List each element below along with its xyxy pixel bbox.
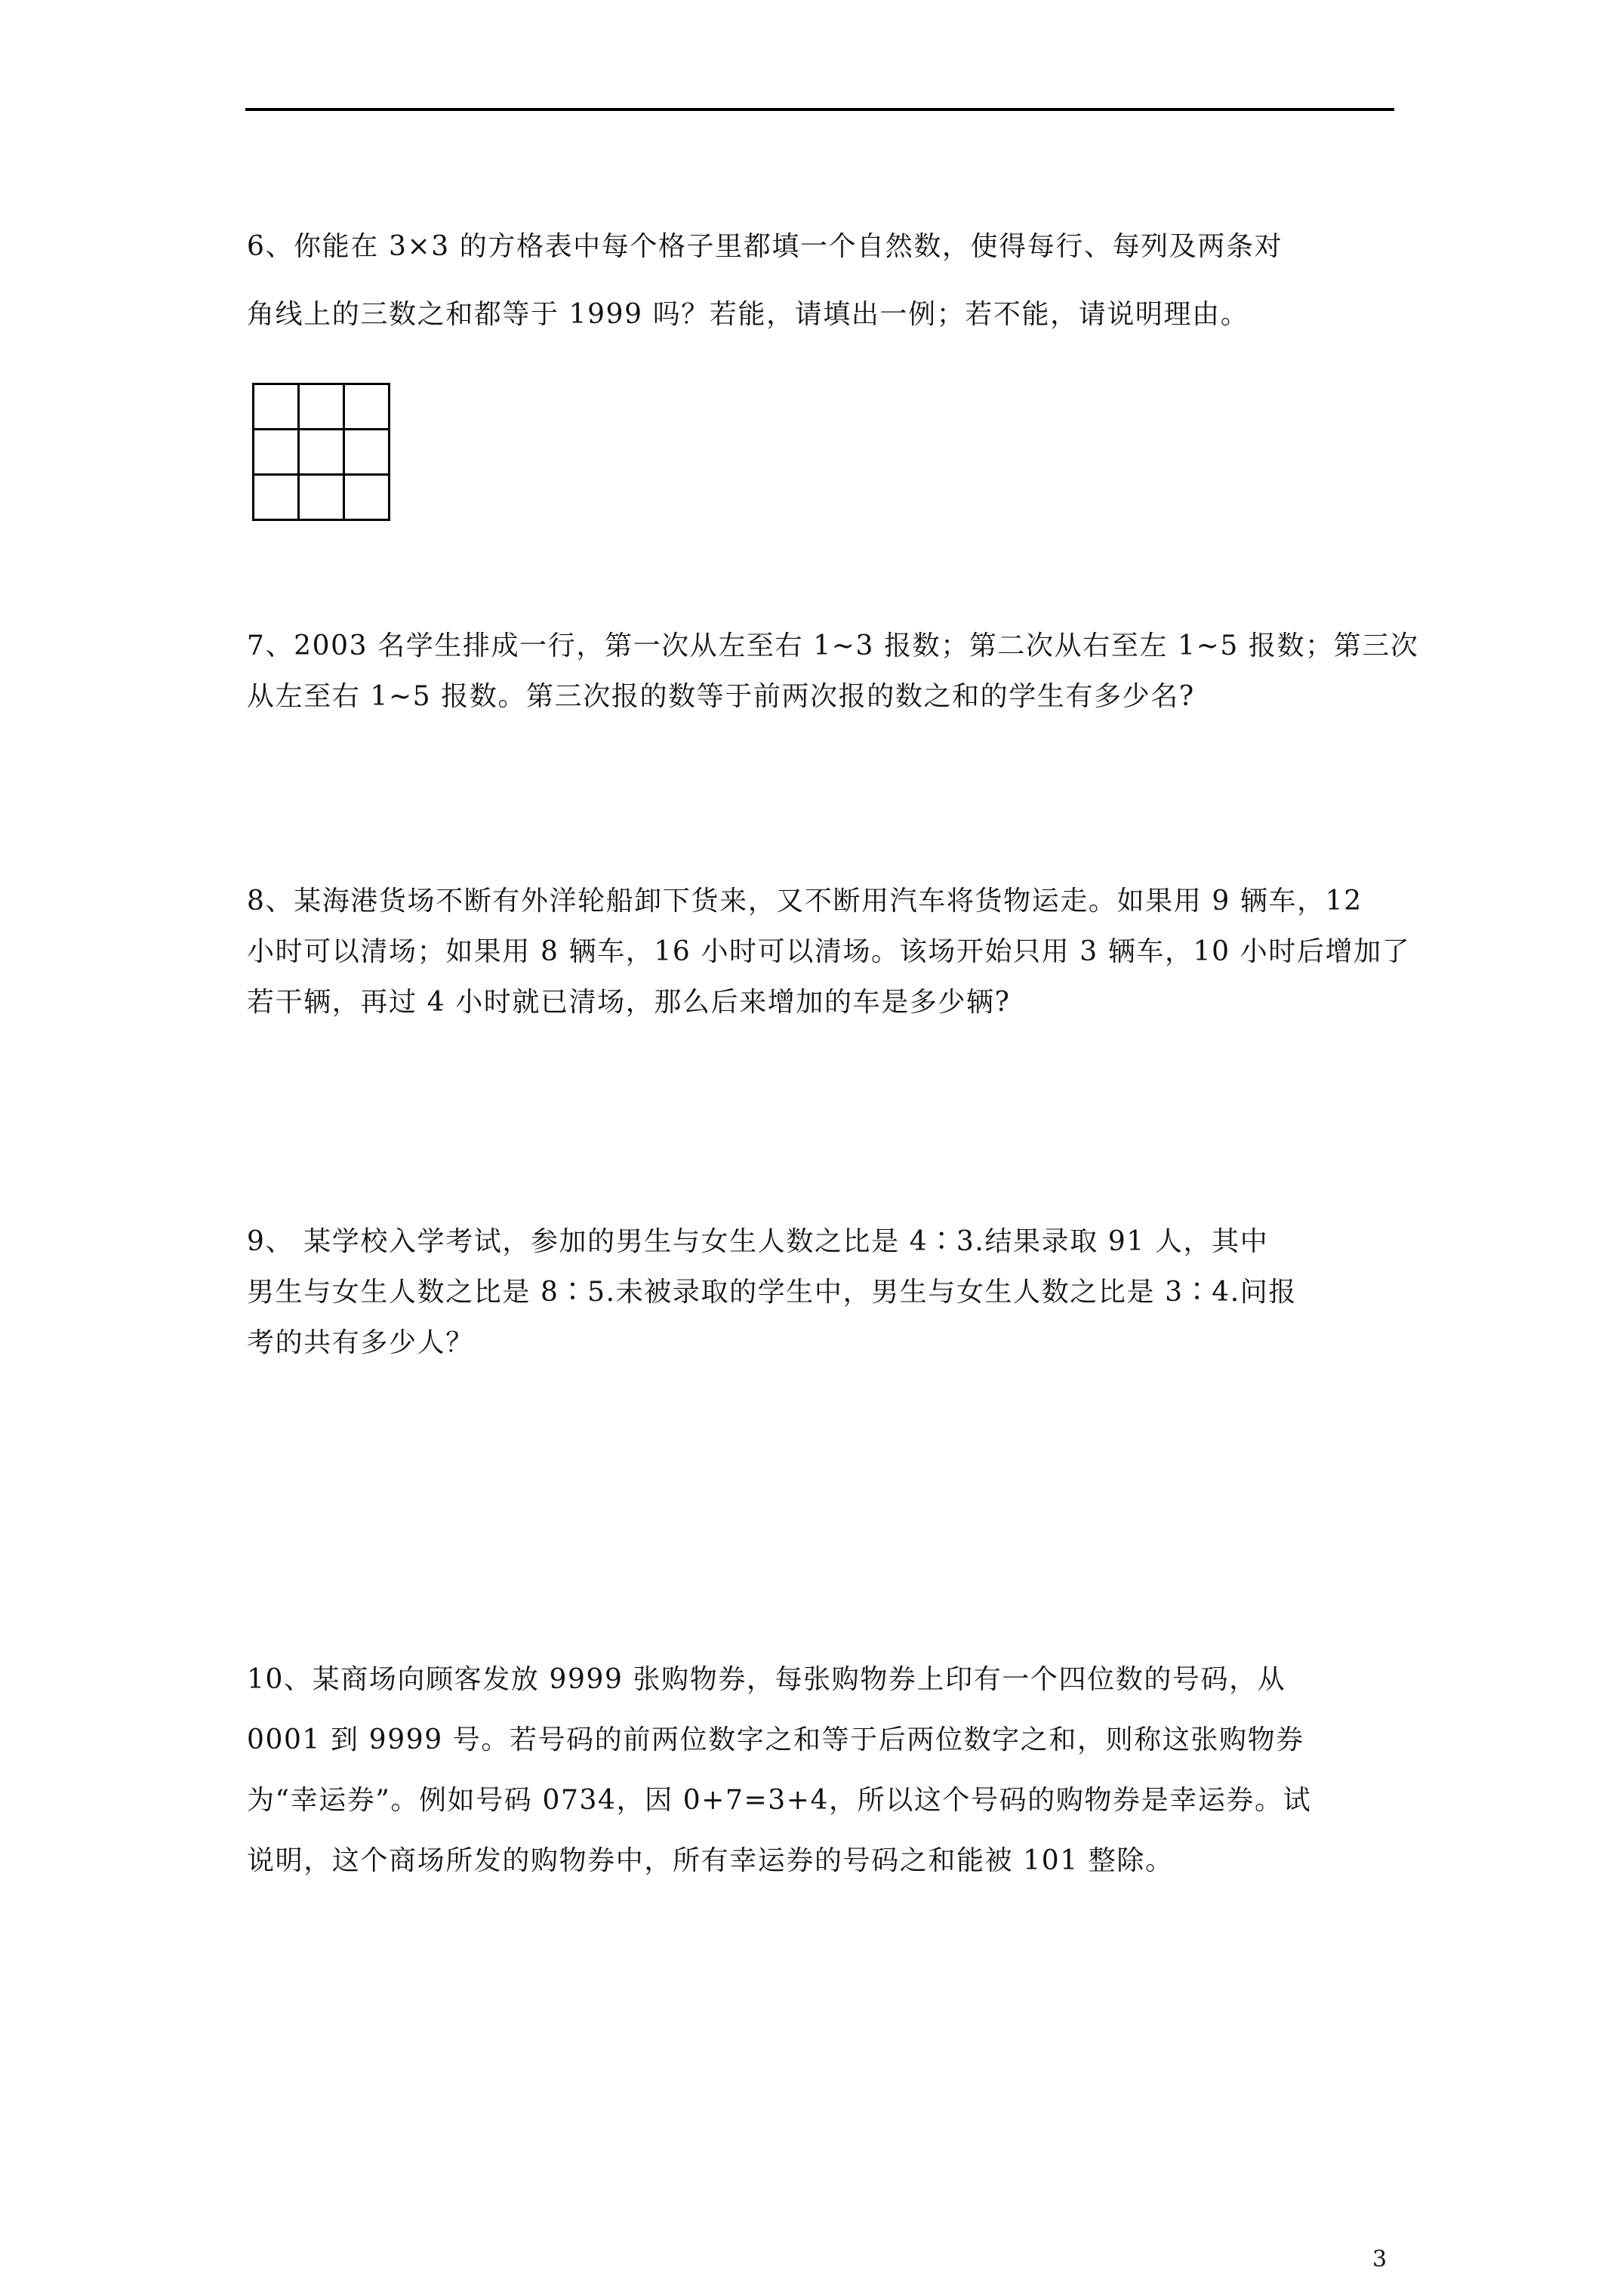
problem-8-line-1: 8、某海港货场不断有外洋轮船卸下货来，又不断用汽车将货物运走。如果用 9 辆车，12 (247, 886, 1363, 917)
problem-10-line-1: 10、某商场向顾客发放 9999 张购物券，每张购物券上印有一个四位数的号码，从 (247, 1664, 1286, 1695)
problem-10-line-2: 0001 到 9999 号。若号码的前两位数字之和等于后两位数字之和，则称这张购物券 (247, 1724, 1304, 1755)
grid-cell (345, 385, 390, 430)
problem-8 (247, 876, 1411, 1028)
grid-cell (300, 430, 345, 476)
problem-7 (247, 621, 1419, 722)
problem-6-line-1: 6、你能在 3×3 的方格表中每个格子里都填一个自然数，使得每行、每列及两条对 (247, 231, 1283, 262)
grid-cell (300, 385, 345, 430)
grid-cell (345, 476, 390, 521)
problem-9-line-1: 9、 某学校入学考试，参加的男生与女生人数之比是 4∶3.结果录取 91 人，其中 (247, 1226, 1269, 1257)
problem-9 (247, 1216, 1398, 1368)
grid-cell (300, 476, 345, 521)
problem-8-line-3: 若干辆，再过 4 小时就已清场，那么后来增加的车是多少辆? (247, 987, 1011, 1018)
problem-9-line-3: 考的共有多少人？ (247, 1327, 474, 1358)
problem-7-line-2: 从左至右 1~5 报数。第三次报的数等于前两次报的数之和的学生有多少名? (247, 681, 1195, 712)
header-rule (245, 108, 1394, 111)
grid-cell (254, 476, 300, 521)
problem-10-line-4: 说明，这个商场所发的购物券中，所有幸运券的号码之和能被 101 整除。 (247, 1845, 1174, 1876)
problem-10-line-3: 为“幸运券”。例如号码 0734，因 0+7=3+4，所以这个号码的购物券是幸运券。试 (247, 1785, 1312, 1816)
problem-8-line-2: 小时可以清场；如果用 8 辆车，16 小时可以清场。该场开始只用 3 辆车，10 小时后增加了 (247, 936, 1411, 967)
grid-cell (254, 385, 300, 430)
grid-cell (345, 430, 390, 476)
problem-7-line-1: 7、2003 名学生排成一行，第一次从左至右 1~3 报数；第二次从右至左 1~5 报数；第三次 (247, 630, 1419, 661)
problem-6-line-2: 角线上的三数之和都等于 1999 吗？若能，请填出一例；若不能，请说明理由。 (247, 299, 1249, 330)
problem-6 (247, 213, 1398, 349)
page-number: 3 (1372, 2246, 1387, 2273)
answer-grid-3x3 (252, 383, 390, 521)
grid-cell (254, 430, 300, 476)
problem-9-line-2: 男生与女生人数之比是 8∶5.未被录取的学生中，男生与女生人数之比是 3∶4.问报 (247, 1277, 1297, 1308)
problem-10 (247, 1650, 1398, 1891)
